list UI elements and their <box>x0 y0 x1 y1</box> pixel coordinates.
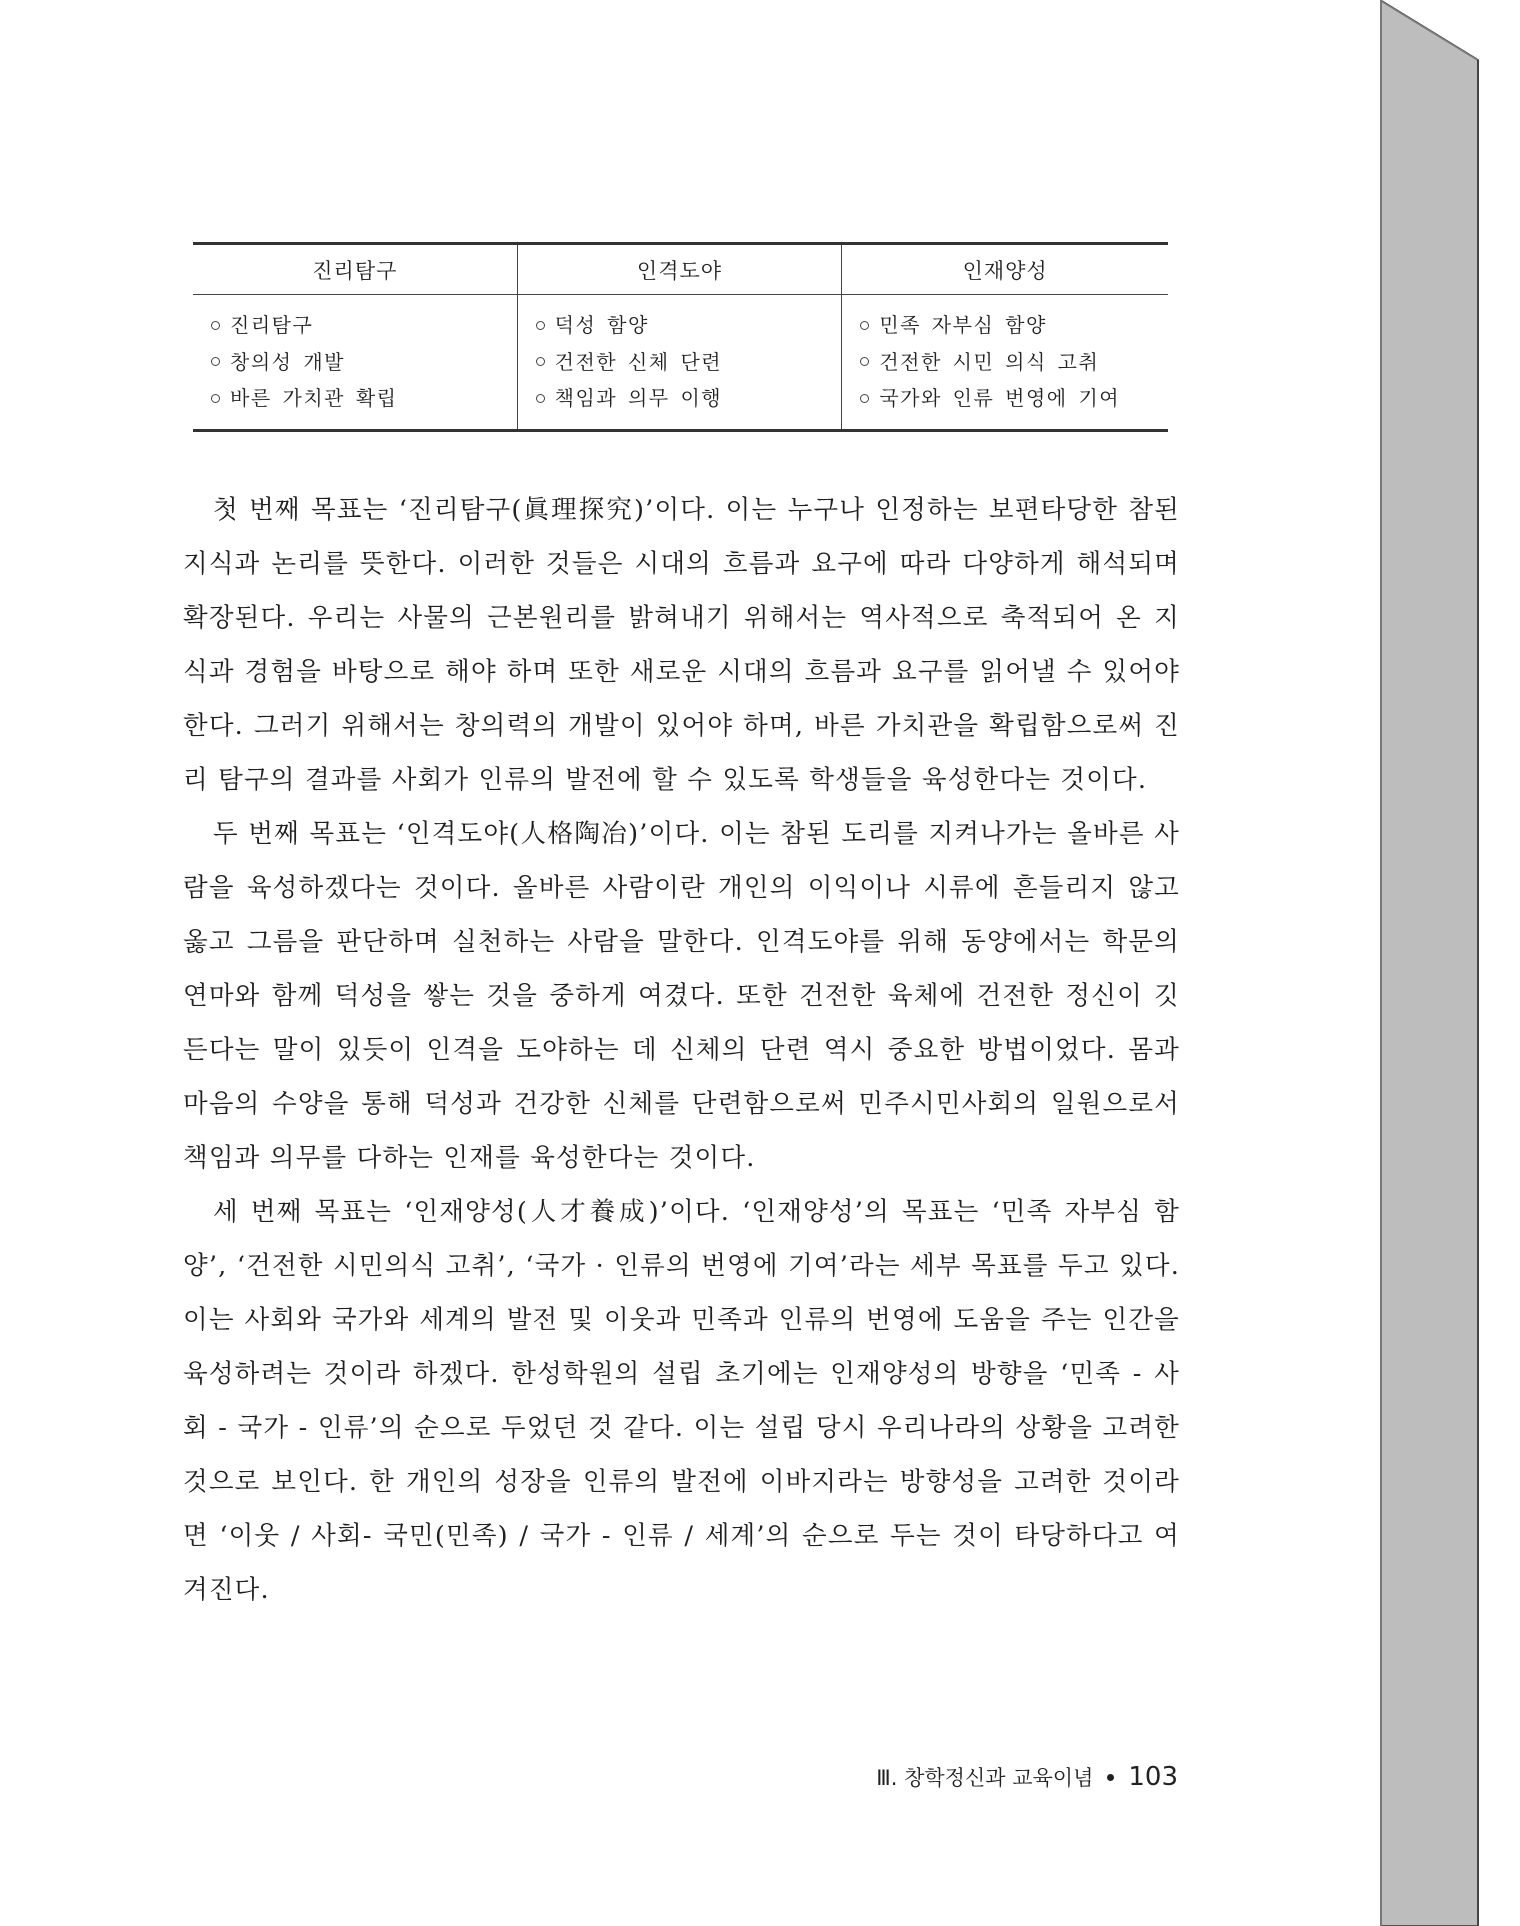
list-item <box>207 380 517 417</box>
bullet-icon <box>211 321 220 330</box>
page-footer <box>876 1762 1178 1792</box>
bullet-icon <box>536 357 545 366</box>
item-text: 책임과 의무 이행 <box>554 386 723 410</box>
paragraph-character-building: 두 번째 목표는 ‘인격도야(人格陶冶)’이다. 이는 참된 도리를 지켜나가는 올바른 사람을 육성하겠다는 것이다. 올바른 사람이란 개인의 이익이나 시류에 흔들리지 않고 옳고 그름을 판단하며 실천하는 사람을 말한다. 인격도야를 위해 동양에서는 학문의 연마와 함께 덕성을 쌓는 것을 중하게 여겼다. 또한 건전한 육체에 건전한 정신이 깃든다는 말이 있듯이 인격을 도야하는 데 신체의 단련 역시 중요한 방법이었다. 몸과 마음의 수양을 통해 덕성과 건강한 신체를 단련함으로써 민주시민사회의 일원으로서 책임과 의무를 다하는 인재를 육성한다는 것이다. <box>183 819 1180 1173</box>
item-text: 창의성 개발 <box>230 349 345 374</box>
table-cell-character <box>517 295 842 431</box>
bullet-icon <box>211 357 220 366</box>
body-text <box>183 483 1180 1617</box>
separator-dot-icon <box>1107 1774 1114 1781</box>
table-row <box>193 295 1168 431</box>
page-number: 103 <box>1128 1762 1178 1792</box>
chapter-title: Ⅲ. 창학정신과 교육이념 <box>876 1766 1094 1790</box>
list-item <box>532 307 842 344</box>
item-text: 국가와 인류 번영에 기여 <box>879 386 1121 410</box>
paragraph-truth-seeking: 첫 번째 목표는 ‘진리탐구(眞理探究)’이다. 이는 누구나 인정하는 보편타당한 참된 지식과 논리를 뜻한다. 이러한 것들은 시대의 흐름과 요구에 따라 다양하게 해석되며 확장된다. 우리는 사물의 근본원리를 밝혀내기 위해서는 역사적으로 축적되어 온 지식과 경험을 바탕으로 해야 하며 또한 새로운 시대의 흐름과 요구를 읽어낼 수 있어야 한다. 그러기 위해서는 창의력의 개발이 있어야 하며, 바른 가치관을 확립함으로써 진리 탐구의 결과를 사회가 인류의 발전에 할 수 있도록 학생들을 육성한다는 것이다. <box>183 495 1180 795</box>
list-item <box>532 344 842 381</box>
header-talent-cultivation: 인재양성 <box>842 244 1168 295</box>
header-truth-seeking: 진리탐구 <box>193 244 517 295</box>
item-text: 바른 가치관 확립 <box>230 386 398 410</box>
list-item <box>532 380 842 417</box>
bullet-icon <box>211 394 220 403</box>
bullet-icon <box>536 321 545 330</box>
table-header-row <box>193 244 1168 295</box>
bullet-icon <box>536 394 545 403</box>
item-text: 민족 자부심 함양 <box>879 313 1047 337</box>
paragraph-talent-cultivation: 세 번째 목표는 ‘인재양성(人才養成)’이다. ‘인재양성’의 목표는 ‘민족 자부심 함양’, ‘건전한 시민의식 고취’, ‘국가 · 인류의 번영에 기여’라는 세부 목표를 두고 있다. 이는 사회와 국가와 세계의 발전 및 이웃과 민족과 인류의 번영에 도움을 주는 인간을 육성하려는 것이라 하겠다. 한성학원의 설립 초기에는 인재양성의 방향을 ‘민족 - 사회 - 국가 - 인류’의 순으로 두었던 것 같다. 이는 설립 당시 우리나라의 상황을 고려한 것으로 보인다. 한 개인의 성장을 인류의 발전에 이바지라는 방향성을 고려한 것이라면 ‘이웃 / 사회- 국민(민족) / 국가 - 인류 / 세계’의 순으로 두는 것이 타당하다고 여겨진다. <box>183 1197 1180 1605</box>
item-text: 건전한 신체 단련 <box>554 349 723 374</box>
list-item <box>207 344 517 381</box>
item-text: 진리탐구 <box>230 313 314 337</box>
goal-table <box>193 242 1168 432</box>
header-character-building: 인격도야 <box>517 244 842 295</box>
list-item <box>856 344 1168 381</box>
item-text: 건전한 시민 의식 고취 <box>879 349 1100 374</box>
bullet-icon <box>860 321 869 330</box>
list-item <box>856 307 1168 344</box>
table-cell-truth <box>193 295 517 431</box>
bullet-icon <box>860 357 869 366</box>
item-text: 덕성 함양 <box>554 313 649 337</box>
table-cell-talent <box>842 295 1168 431</box>
list-item <box>207 307 517 344</box>
bullet-icon <box>860 394 869 403</box>
list-item <box>856 380 1168 417</box>
